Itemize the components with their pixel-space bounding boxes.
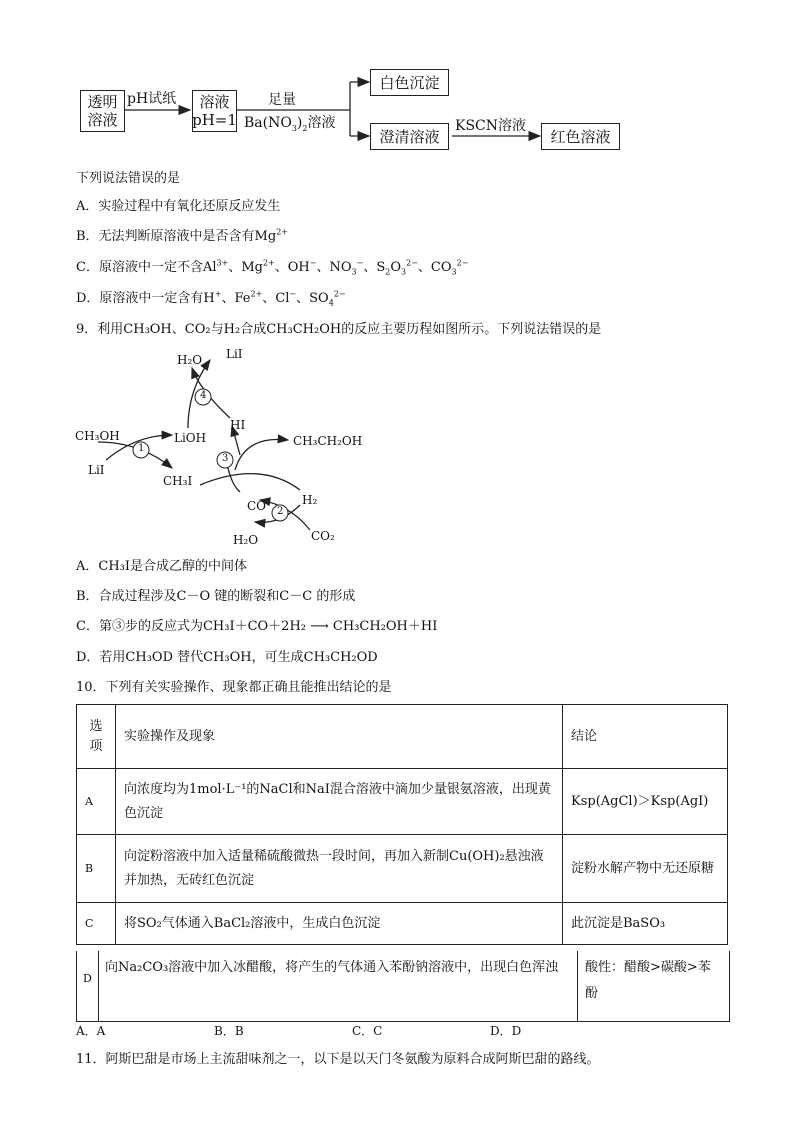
header-operation: 实验操作及现象 <box>116 705 563 769</box>
box-red-solution: 红色溶液 <box>541 123 620 150</box>
diagram-label-h2o-bottom: H₂O <box>233 533 259 547</box>
q9-option-b: B．合成过程涉及C－O 键的断裂和C－C 的形成 <box>76 589 356 604</box>
label-excess: 足量 <box>268 92 296 108</box>
diagram-label-ch3oh: CH₃OH <box>75 429 120 443</box>
row-option: B <box>77 835 116 903</box>
row-option: A <box>77 769 116 835</box>
diagram-label-lii-top: LiI <box>226 347 243 361</box>
row-conclusion: 此沉淀是BaSO₃ <box>563 903 728 945</box>
table-row <box>77 903 728 945</box>
q8-option-a: A．实验过程中有氧化还原反应发生 <box>76 199 281 214</box>
row-operation: 向Na₂CO₃溶液中加入冰醋酸，将产生的气体通入苯酚钠溶液中，出现白色浑浊 <box>105 960 559 975</box>
q10-choice-b: B．B <box>214 1024 244 1038</box>
row-d-divider-2 <box>577 951 578 1021</box>
diagram-step3-number: 3 <box>222 453 229 464</box>
table-header-row <box>77 705 728 769</box>
diagram-label-h2o-top: H₂O <box>177 353 203 367</box>
diagram-label-lii-left: LiI <box>88 463 105 477</box>
box-white-precipitate: 白色沉淀 <box>370 69 449 96</box>
diagram-label-hi: HI <box>230 418 246 432</box>
q10-choice-c: C．C <box>352 1024 383 1038</box>
box-clear-solution: 澄清溶液 <box>370 123 449 150</box>
header-conclusion: 结论 <box>563 705 728 769</box>
table-row-d <box>76 951 730 1022</box>
row-operation: 向淀粉溶液中加入适量稀硫酸微热一段时间，再加入新制Cu(OH)₂悬浊液并加热，无砖红色沉淀 <box>116 835 563 903</box>
q9-option-a: A．CH₃I是合成乙醇的中间体 <box>76 559 248 574</box>
diagram-step1-number: 1 <box>138 443 145 454</box>
diagram-label-lioh: LiOH <box>174 431 207 445</box>
row-conclusion: 淀粉水解产物中无还原糖 <box>563 835 728 903</box>
q10-table <box>76 704 728 945</box>
label-ph-paper: pH试纸 <box>127 91 177 107</box>
q8-option-c: C．原溶液中一定不含$Al^{3+}$、$Mg^{2+}$、OH−、$NO_3^-$、$S_2O_3^{2-}$、$CO_3^{2-}$ <box>76 258 469 277</box>
step3-curve-in <box>200 474 300 490</box>
table-row <box>77 835 728 903</box>
diagram-label-h2: H₂ <box>302 493 318 507</box>
table-row <box>77 769 728 835</box>
q8-option-d: D．原溶液中一定含有H+、$Fe^{2+}$、Cl−、$SO_4^{2-}$ <box>76 289 346 308</box>
q9-option-d: D．若用CH₃OD 替代CH₃OH，可生成CH₃CH₂OD <box>76 650 378 665</box>
q8-stem: 下列说法错误的是 <box>76 171 181 186</box>
q9-option-c: C．第③步的反应式为CH₃I＋CO＋2H₂ ⟶ CH₃CH₂OH＋HI <box>76 619 438 634</box>
q9-stem: 9．利用CH₃OH、CO₂与H₂合成CH₃CH₂OH的反应主要历程如图所示。下列说法错误的是 <box>76 322 602 337</box>
q10-choice-a: A．A <box>76 1024 106 1038</box>
row-conclusion: Ksp(AgCl)＞Ksp(AgI) <box>563 769 728 835</box>
row-option: D <box>83 972 92 985</box>
box-solution-ph1: 溶液 pH=1 <box>192 90 237 132</box>
q8-option-b: B．无法判断原溶液中是否含有$Mg^{2+}$ <box>76 227 288 244</box>
row-operation: 将SO₂气体通入BaCl₂溶液中，生成白色沉淀 <box>116 903 563 945</box>
step3-co-in <box>228 468 240 492</box>
row-conclusion: 酸性：醋酸>碳酸>苯酚 <box>585 960 711 1001</box>
diagram-step4-number: 4 <box>200 390 207 401</box>
row-option: C <box>77 903 116 945</box>
header-option: 选 项 <box>77 705 116 769</box>
q11-stem: 11．阿斯巴甜是市场上主流甜味剂之一，以下是以天门冬氨酸为原料合成阿斯巴甜的路线。 <box>76 1052 600 1067</box>
q10-stem: 10．下列有关实验操作、现象都正确且能推出结论的是 <box>76 680 392 695</box>
q10-choice-d: D．D <box>490 1024 522 1038</box>
diagram-label-ch3ch2oh: CH₃CH₂OH <box>293 434 363 448</box>
label-ba-no3-2: $Ba(NO_3)_2$溶液 <box>244 115 336 133</box>
diagram-label-co: CO <box>247 499 267 513</box>
row-d-divider-1 <box>98 951 99 1021</box>
diagram-label-ch3i: CH₃I <box>163 474 193 488</box>
row-operation: 向浓度均为1mol·L⁻¹的NaCl和NaI混合溶液中滴加少量银氨溶液，出现黄色沉淀 <box>116 769 563 835</box>
box-transparent-solution: 透明 溶液 <box>80 90 125 132</box>
diagram-step2-number: 2 <box>277 506 284 517</box>
step3-curve-out <box>235 439 288 470</box>
diagram-label-co2: CO₂ <box>311 529 335 543</box>
label-kscn: KSCN溶液 <box>455 118 527 134</box>
